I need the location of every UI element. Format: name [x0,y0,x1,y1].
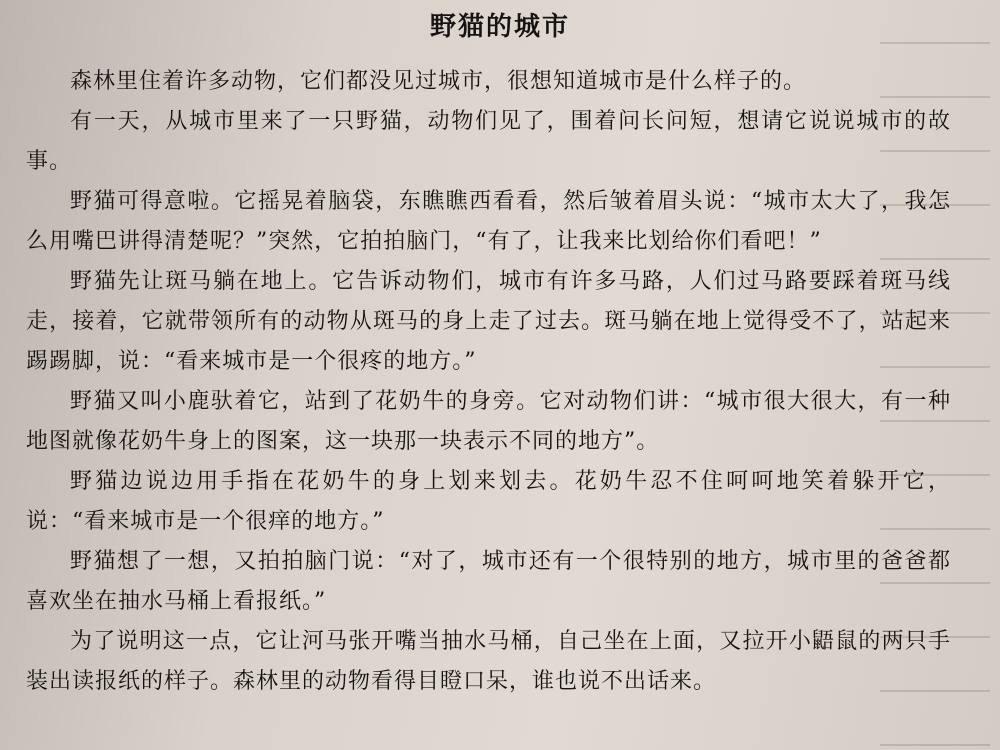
paragraph: 野猫边说边用手指在花奶牛的身上划来划去。花奶牛忍不住呵呵地笑着躲开它，说：“看来城市是一个很痒的地方。” [26,469,951,534]
paragraph: 野猫先让斑马躺在地上。它告诉动物们，城市有许多马路，人们过马路要踩着斑马线走，接着，它就带领所有的动物从斑马的身上走了过去。斑马躺在地上觉得受不了，站起来踢踢脚，说：“看来城市是一个很疼的地方。” [26,269,951,374]
page-title: 野猫的城市 [429,12,570,42]
story-body [26,62,951,702]
paragraph: 野猫又叫小鹿驮着它，站到了花奶牛的身旁。它对动物们讲：“城市很大很大，有一种地图就像花奶牛身上的图案，这一块那一块表示不同的地方”。 [26,389,951,454]
paragraph: 有一天，从城市里来了一只野猫，动物们见了，围着问长问短，想请它说说城市的故事。 [26,109,951,174]
paragraph: 野猫可得意啦。它摇晃着脑袋，东瞧瞧西看看，然后皱着眉头说：“城市太大了，我怎么用嘴巴讲得清楚呢？”突然，它拍拍脑门，“有了，让我来比划给你们看吧！” [26,189,951,254]
paragraph: 森林里住着许多动物，它们都没见过城市，很想知道城市是什么样子的。 [70,69,807,94]
paragraph: 为了说明这一点，它让河马张开嘴当抽水马桶，自己坐在上面，又拉开小鼯鼠的两只手装出读报纸的样子。森林里的动物看得目瞪口呆，谁也说不出话来。 [26,629,951,694]
paragraph: 野猫想了一想，又拍拍脑门说：“对了，城市还有一个很特别的地方，城市里的爸爸都喜欢坐在抽水马桶上看报纸。” [26,549,951,614]
